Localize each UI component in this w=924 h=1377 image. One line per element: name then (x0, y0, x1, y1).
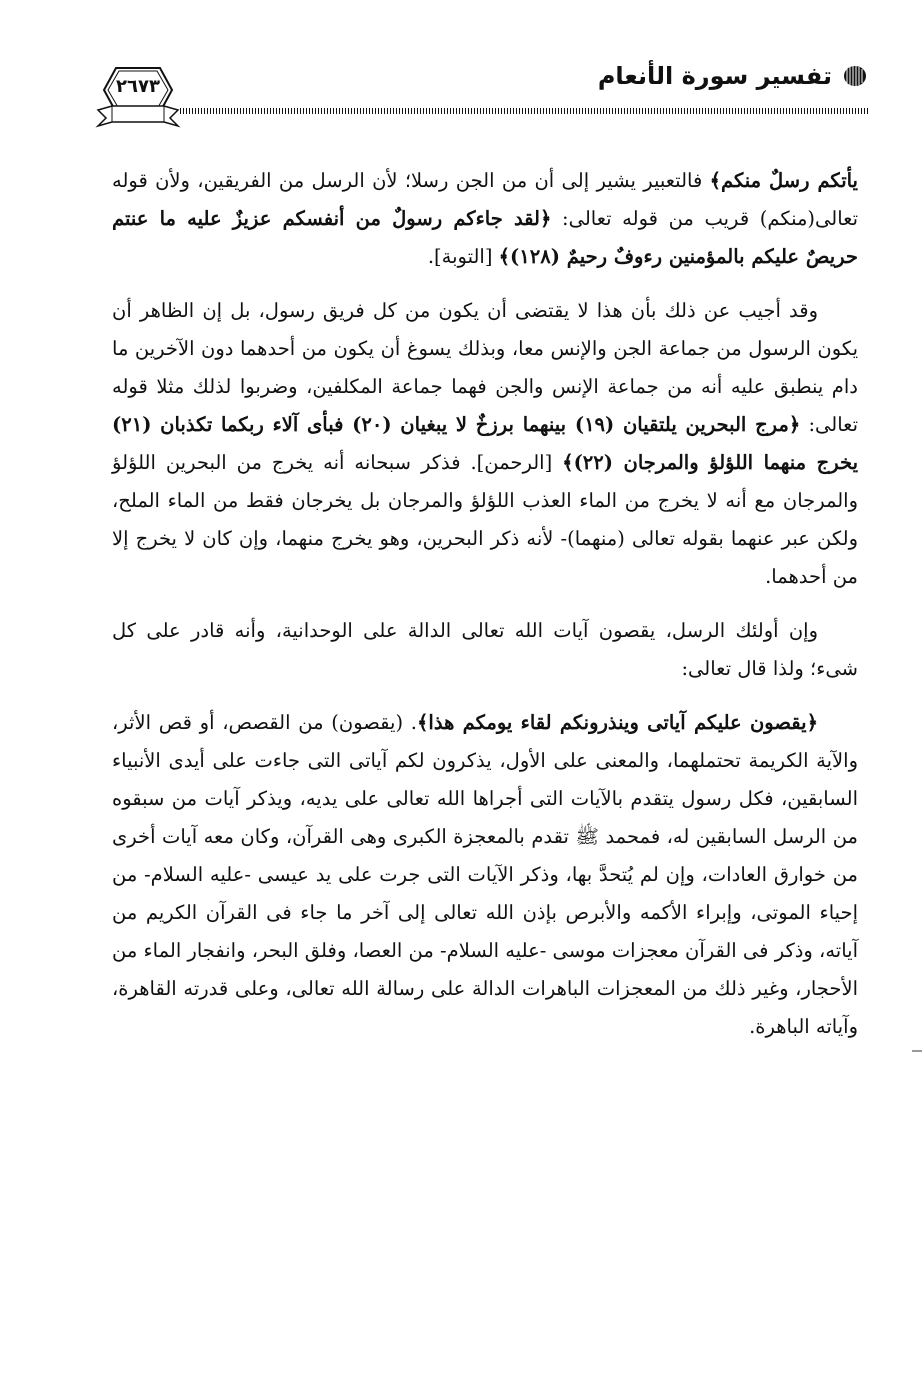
header-divider (180, 108, 868, 114)
body-text: وقد أجيب عن ذلك بأن هذا لا يقتضى أن يكون من كل فريق رسول، بل إن الظاهر أن يكون الرسول من جماعة الجن والإنس معا، وبذلك يسوغ أن يكون من أحدهما دون الآخرين ما دام ينطبق عليه أنه من جماعة الإنس والجن فهما جماعة المكلفين، وضربوا لذلك مثلا قوله تعالى: (112, 299, 858, 436)
quran-quote: ﴿لقد جاءكم رسولٌ من أنفسكم عزيزٌ عليه ما عنتم حريصٌ عليكم بالمؤمنين رءوفٌ رحيمٌ (١٢٨)﴾ (112, 207, 858, 268)
paragraph (112, 292, 858, 596)
quran-quote: يأتكم رسلٌ منكم﴾ (709, 169, 858, 192)
body-text: . (يقصون) من القصص، أو قص الأثر، والآية الكريمة تحتملهما، والمعنى على الأول، يذكرون لكم آياتى التى جاءت على أيدى الأنبياء السابقين، فكل رسول يتقدم بالآيات التى أجراها الله تعالى على يديه، ويذكر آيات من سبقوه من الرسل السابقين له، فمحمد ﷺ تقدم بالمعجزة الكبرى وهى القرآن، وكان معه آيات أخرى من خوارق العادات، وإن لم يُتحدَّ بها، وذكر الآيات التى جرت على يد عيسى -عليه السلام- من إحياء الموتى، وإبراء الأكمه والأبرص بإذن الله تعالى إلى آخر ما جاء فى القرآن الكريم من آياته، وذكر فى القرآن معجزات موسى -عليه السلام- من العصا، وفلق البحر، وانفجار الماء من الأحجار، وغير ذلك من المعجزات الباهرات الدالة على رسالة الله تعالى، وعلى قدرته القاهرة، وآياته الباهرة. (112, 711, 858, 1038)
page-number-badge (90, 56, 186, 136)
paragraph (112, 704, 858, 1046)
bullet-ornament-icon (842, 63, 868, 89)
quran-quote: ﴿مرج البحرين يلتقيان (١٩) بينهما برزخٌ لا يبغيان (٢٠) فبأى آلاء ربكما تكذبان (٢١) يخرج منهما اللؤلؤ والمرجان (٢٢)﴾ (112, 413, 858, 474)
page-header (90, 56, 868, 136)
body-text: فالتعبير يشير إلى أن من الجن رسلا؛ لأن الرسل من الفريقين، ولأن قوله تعالى(منكم) قريب من قوله تعالى: (112, 169, 859, 230)
page-body (112, 162, 858, 1062)
margin-mark (912, 1050, 922, 1052)
quran-quote: ﴿يقصون عليكم آياتى وينذرونكم لقاء يومكم هذا﴾ (417, 711, 819, 734)
page-number: ٢٦٧٣ (116, 76, 160, 97)
body-text: [التوبة]. (427, 245, 499, 268)
page-title: تفسير سورة الأنعام (597, 62, 832, 90)
body-text: وإن أولئك الرسل، يقصون آيات الله تعالى الدالة على الوحدانية، وأنه قادر على كل شىء؛ ولذا قال تعالى: (112, 619, 858, 680)
paragraph (112, 612, 858, 688)
paragraph (112, 162, 858, 276)
header-title-group (598, 62, 868, 90)
body-text: [الرحمن]. فذكر سبحانه أنه يخرج من البحرين اللؤلؤ والمرجان مع أنه لا يخرج من الماء العذب اللؤلؤ والمرجان بل يخرجان فقط من الماء الملح، ولكن عبر عنهما بقوله تعالى (منهما)- لأنه ذكر البحرين، وهو يخرج منهما، وإن كان لا يخرج إلا من أحدهما. (112, 451, 858, 588)
